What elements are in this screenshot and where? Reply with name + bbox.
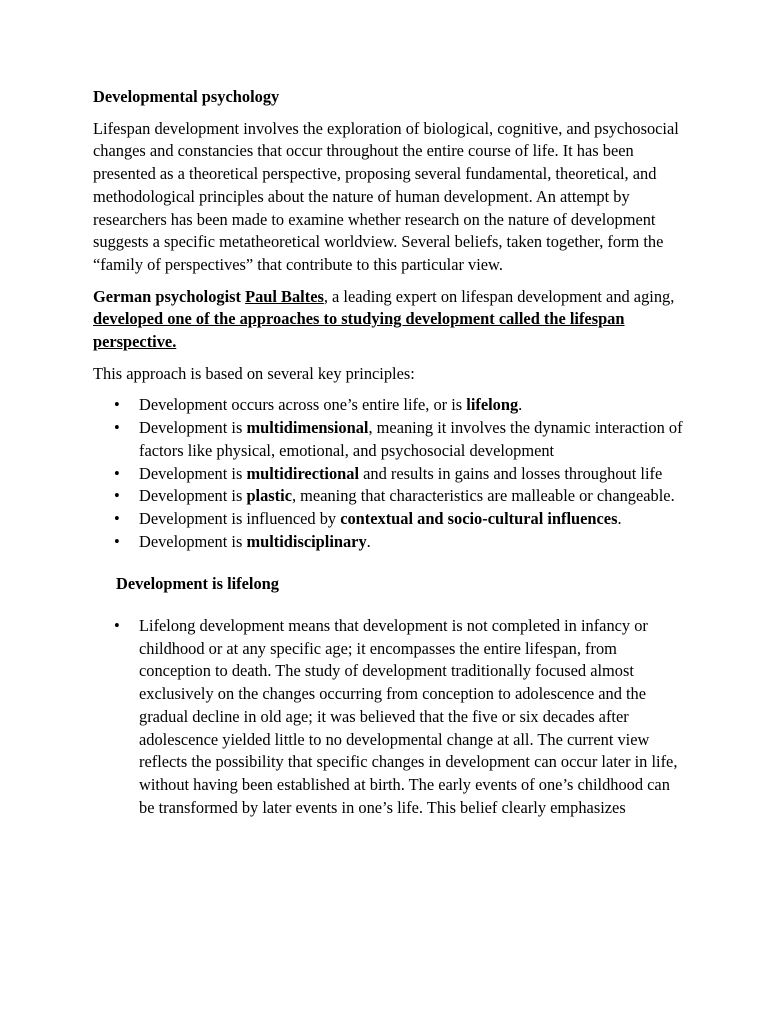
lifelong-text: Lifelong development means that development is not completed in infancy or childhood or at any specific age; it encompasses the entire lifespan, from conception to death. The study of development traditionally focused almost exclusively on the changes occurring from conception to adolescence and the gradual decline in old age; it was believed that the five or six decades after adolescence yielded little to no developmental change at all. The current view reflects the possibility that specific changes in development can occur later in life, without having been established at birth. The early events of one’s childhood can be transformed by later events in one’s life. This belief clearly emphasizes xyxy=(139,616,678,817)
principle-keyword: contextual and socio-cultural influences xyxy=(340,508,618,528)
bullet-icon: • xyxy=(114,418,120,438)
principle-text: Development is xyxy=(139,531,247,551)
lifelong-list xyxy=(93,615,683,819)
list-item xyxy=(93,463,683,486)
bullet-icon: • xyxy=(114,508,120,528)
principle-text: Development occurs across one’s entire life, or is xyxy=(139,395,467,415)
principles-intro: This approach is based on several key principles: xyxy=(93,363,415,383)
principle-text: , meaning that characteristics are malleable or changeable. xyxy=(291,486,675,506)
bullet-icon: • xyxy=(114,616,120,636)
principle-text: Development is xyxy=(139,463,247,483)
principle-text: . xyxy=(518,395,523,415)
principles-list xyxy=(93,394,683,553)
principle-text: Development is xyxy=(139,418,247,438)
bullet-icon: • xyxy=(114,486,120,506)
section-heading-lifelong: Development is lifelong xyxy=(116,574,279,594)
intro-paragraph: Lifespan development involves the exploration of biological, cognitive, and psychosocial changes and constancies that occur throughout the entire course of life. It has been presented as a theoretical perspective, proposing several fundamental, theoretical, and methodological principles about the nature of human development. An attempt by researchers has been made to examine whether research on the nature of development suggests a specific metatheoretical worldview. Several beliefs, taken together, form the “family of perspectives” that contribute to this particular view. xyxy=(93,118,679,274)
list-item xyxy=(93,394,683,417)
list-item xyxy=(93,485,683,508)
baltes-middle: , a leading expert on lifespan development and aging, xyxy=(323,286,675,306)
principle-text: Development is influenced by xyxy=(139,508,341,528)
principle-text: . xyxy=(617,508,622,528)
principle-keyword: lifelong xyxy=(466,395,519,415)
baltes-lead: German psychologist xyxy=(93,286,246,306)
principle-text: and results in gains and losses throughout life xyxy=(359,463,663,483)
principle-keyword: multidimensional xyxy=(246,418,369,438)
principle-keyword: multidirectional xyxy=(246,463,360,483)
principle-keyword: plastic xyxy=(246,486,292,506)
list-item xyxy=(93,531,683,554)
lifespan-perspective-emphasis: developed one of the approaches to studying development called the lifespan perspective. xyxy=(93,309,625,352)
document-page xyxy=(93,86,683,819)
list-item xyxy=(93,417,683,462)
bullet-icon: • xyxy=(114,395,120,415)
principle-text: Development is xyxy=(139,486,247,506)
principle-text: . xyxy=(366,531,371,551)
principle-keyword: multidisciplinary xyxy=(246,531,367,551)
list-item xyxy=(93,508,683,531)
principle-text: , meaning it involves the dynamic interaction of factors like physical, emotional, and psychosocial development xyxy=(139,418,683,460)
document-title: Developmental psychology xyxy=(93,87,280,106)
bullet-icon: • xyxy=(114,531,120,551)
bullet-icon: • xyxy=(114,463,120,483)
paul-baltes-link[interactable]: Paul Baltes xyxy=(245,286,324,306)
baltes-paragraph xyxy=(93,286,683,354)
list-item xyxy=(93,615,683,819)
